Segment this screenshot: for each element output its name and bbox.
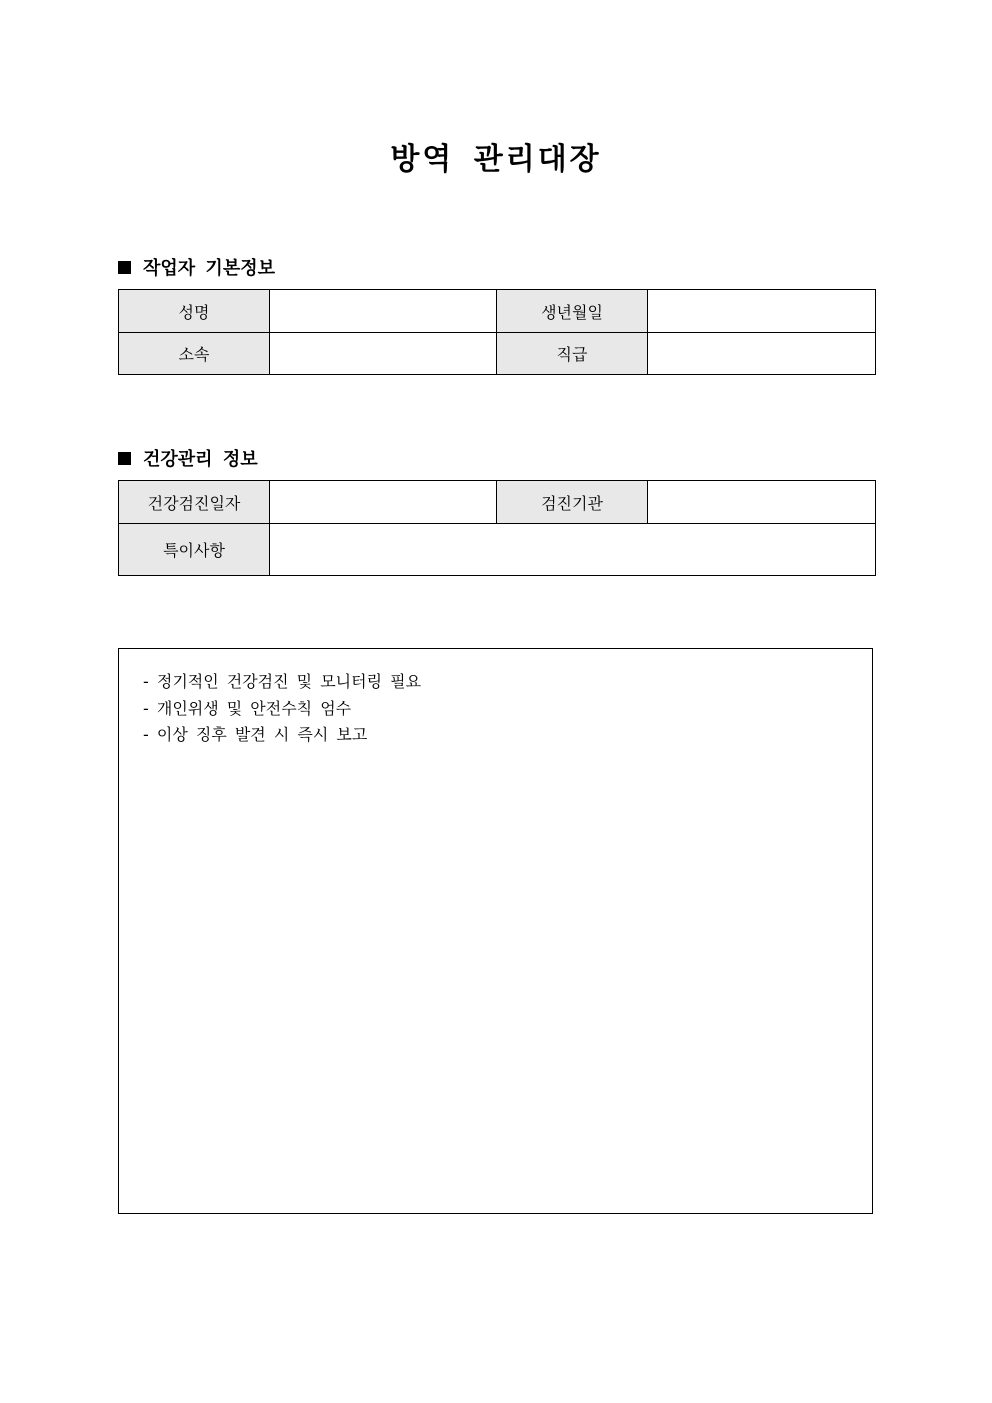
notes-list — [119, 649, 872, 749]
birthdate-label: 생년월일 — [497, 290, 648, 333]
institution-label: 검진기관 — [497, 481, 648, 524]
checkup-date-field[interactable] — [270, 481, 497, 524]
list-item: - 이상 징후 발견 시 즉시 보고 — [143, 725, 368, 744]
affiliation-field[interactable] — [270, 333, 497, 375]
section-heading-worker-info — [118, 254, 275, 280]
birthdate-field[interactable] — [648, 290, 876, 333]
institution-field[interactable] — [648, 481, 876, 524]
notes-box — [118, 648, 873, 1214]
health-info-table — [118, 480, 876, 576]
table-row — [119, 481, 876, 524]
black-square-icon — [118, 261, 131, 274]
table-row — [119, 290, 876, 333]
position-field[interactable] — [648, 333, 876, 375]
list-item: - 개인위생 및 안전수칙 엄수 — [143, 698, 352, 718]
worker-info-table — [118, 289, 876, 375]
position-label: 직급 — [497, 333, 648, 375]
document-title: 방역 관리대장 — [390, 142, 602, 177]
affiliation-label: 소속 — [119, 333, 270, 375]
remarks-field[interactable] — [270, 524, 876, 576]
health-info-heading-text: 건강관리 정보 — [143, 449, 258, 470]
name-label: 성명 — [119, 290, 270, 333]
worker-info-heading-text: 작업자 기본정보 — [143, 258, 275, 279]
checkup-date-label: 건강검진일자 — [119, 481, 270, 524]
section-heading-health-info — [118, 445, 258, 471]
name-field[interactable] — [270, 290, 497, 333]
remarks-label: 특이사항 — [119, 524, 270, 576]
black-square-icon — [118, 452, 131, 465]
table-row — [119, 333, 876, 375]
table-row — [119, 524, 876, 576]
list-item: - 정기적인 건강검진 및 모니터링 필요 — [143, 672, 422, 691]
